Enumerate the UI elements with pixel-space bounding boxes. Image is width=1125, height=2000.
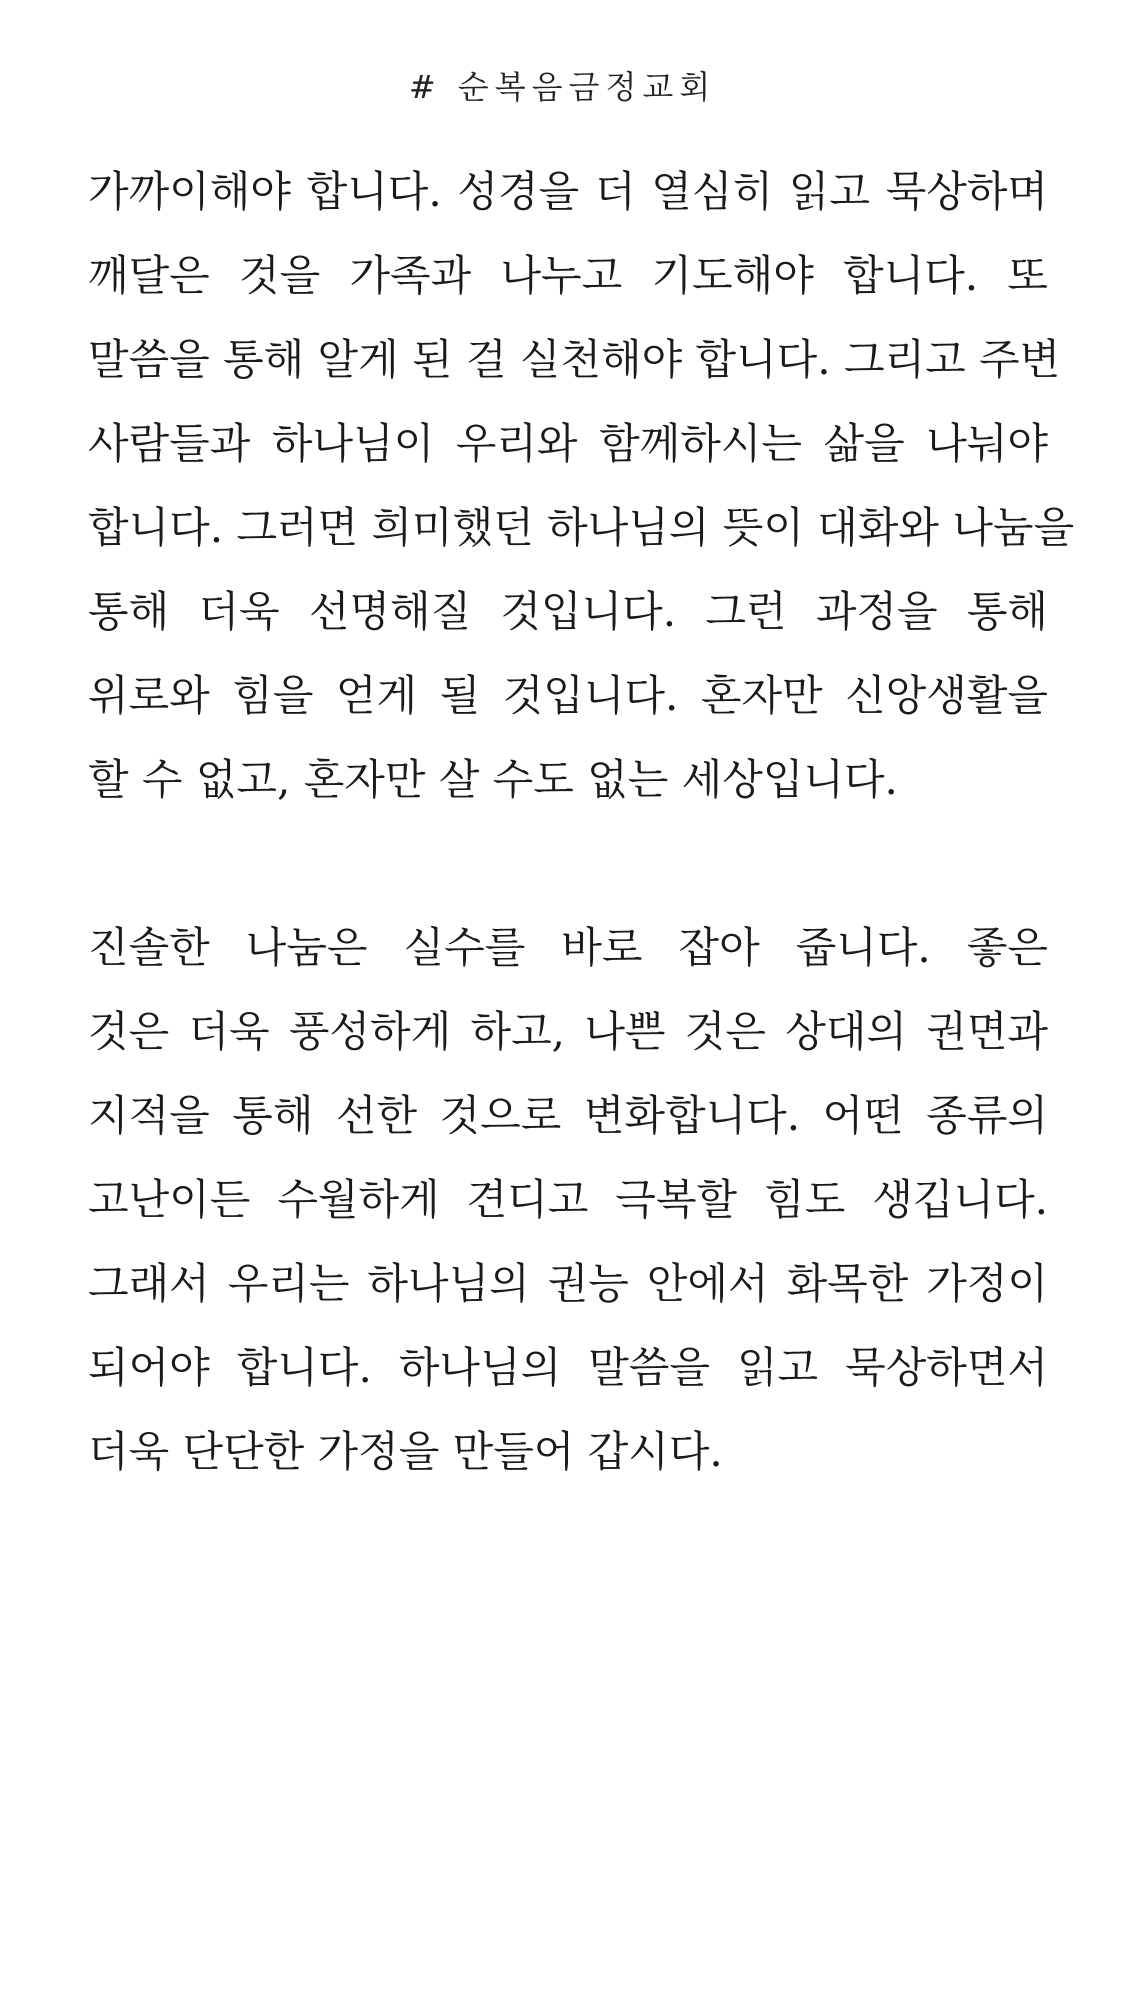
text-line: 사람들과 하나님이 우리와 함께하시는 삶을 나눠야 [88, 419, 1048, 468]
text-line: 고난이든 수월하게 견디고 극복할 힘도 생깁니다. [88, 1175, 1048, 1224]
text-line: 위로와 힘을 얻게 될 것입니다. 혼자만 신앙생활을 [88, 671, 1048, 720]
text-line: 말씀을 통해 알게 된 걸 실천해야 합니다. 그리고 주변 [88, 335, 1061, 384]
text-line: 그래서 우리는 하나님의 권능 안에서 화목한 가정이 [88, 1259, 1048, 1308]
paragraph-2 [88, 906, 1048, 1494]
text-line: 진솔한 나눔은 실수를 바로 잡아 줍니다. 좋은 [88, 923, 1048, 972]
text-line: 것은 더욱 풍성하게 하고, 나쁜 것은 상대의 권면과 [88, 1007, 1048, 1056]
paragraph-spacer [88, 822, 1048, 906]
text-line: 가까이해야 합니다. 성경을 더 열심히 읽고 묵상하며 [88, 167, 1048, 216]
text-line: 더욱 단단한 가정을 만들어 갑시다. [88, 1427, 723, 1476]
text-line: 통해 더욱 선명해질 것입니다. 그런 과정을 통해 [88, 587, 1048, 636]
text-line: 할 수 없고, 혼자만 살 수도 없는 세상입니다. [88, 755, 898, 804]
text-line: 지적을 통해 선한 것으로 변화합니다. 어떤 종류의 [88, 1091, 1048, 1140]
paragraph-1 [88, 150, 1075, 822]
church-name-header: # 순복음금정교회 [408, 68, 717, 106]
text-line: 깨달은 것을 가족과 나누고 기도해야 합니다. 또 [88, 251, 1048, 300]
text-line: 되어야 합니다. 하나님의 말씀을 읽고 묵상하면서 [88, 1343, 1048, 1392]
text-line: 합니다. 그러면 희미했던 하나님의 뜻이 대화와 나눔을 [88, 503, 1075, 552]
body-text [88, 150, 1075, 1494]
